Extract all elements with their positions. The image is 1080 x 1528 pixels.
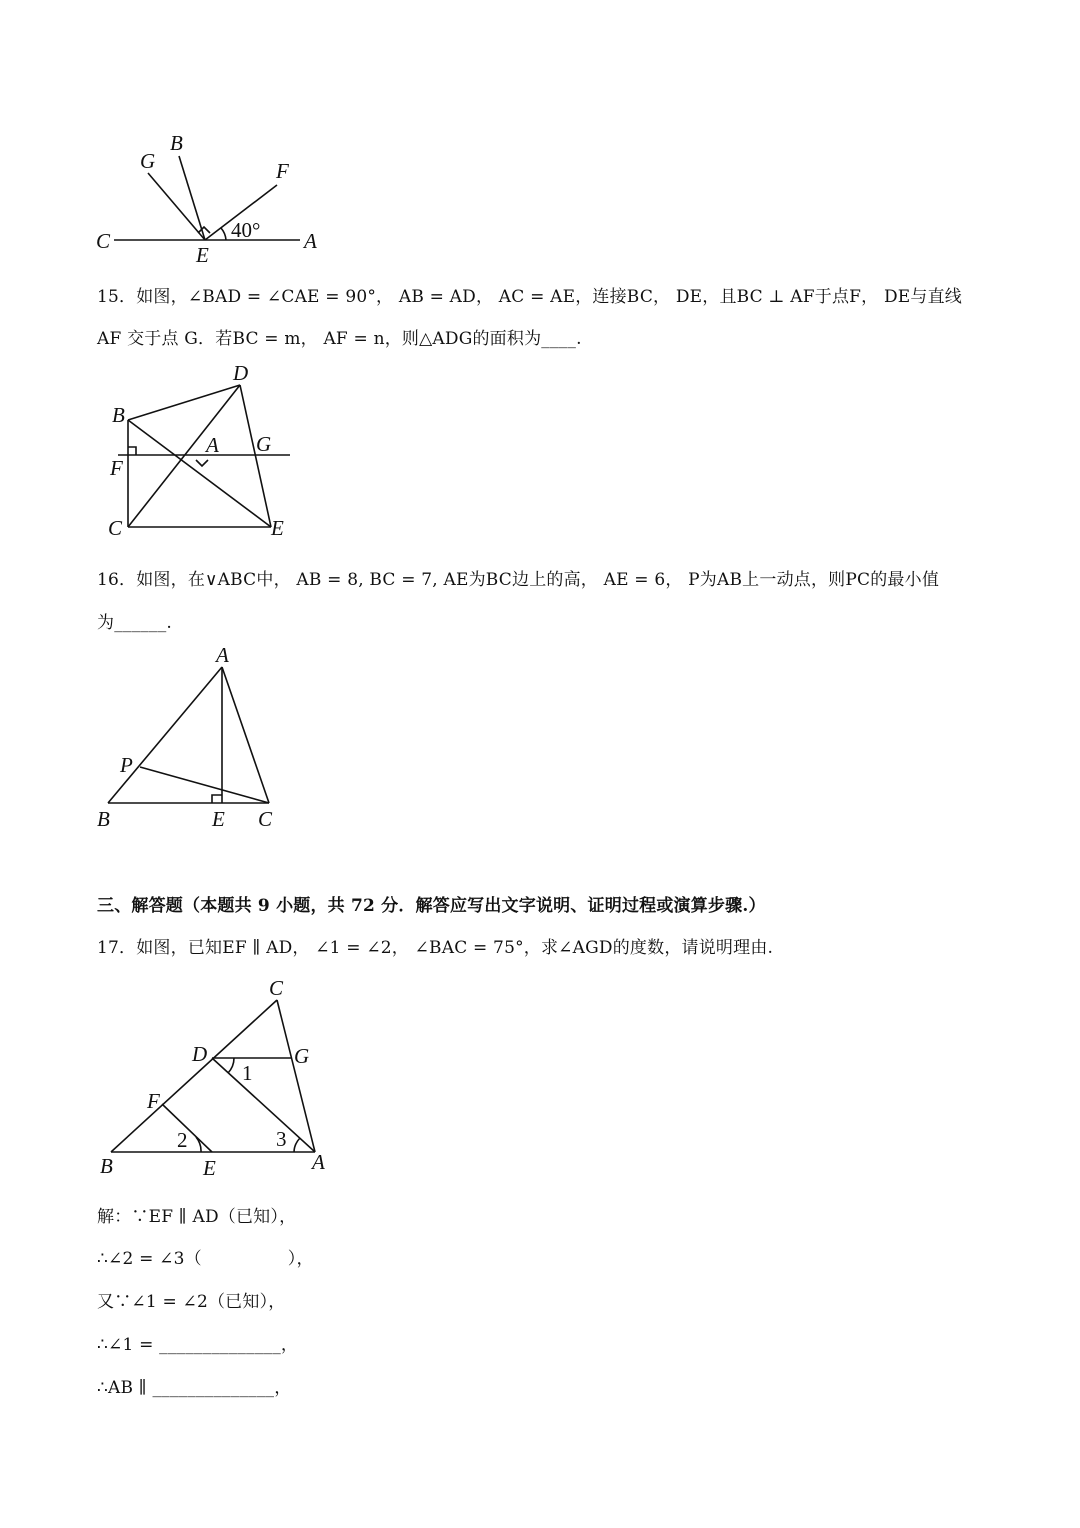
label-E: E xyxy=(203,1156,216,1180)
q17-solution-line4: ∴∠1 = ______________， xyxy=(97,1335,299,1355)
label-F: F xyxy=(276,159,289,183)
label-F: F xyxy=(110,456,123,480)
q15-text-line1: 15．如图，∠BAD = ∠CAE = 90°， AB = AD， AC = AE，连接BC， DE，且BC ⊥ AF于点F， DE与直线 xyxy=(97,287,962,307)
label-G: G xyxy=(294,1044,310,1068)
label-angle-2: 2 xyxy=(177,1128,188,1152)
label-E: E xyxy=(271,516,284,540)
label-E: E xyxy=(212,807,225,831)
label-P: P xyxy=(120,753,133,777)
angle-label-40: 40° xyxy=(231,218,261,242)
label-C: C xyxy=(96,229,111,253)
label-G: G xyxy=(256,432,272,456)
label-C: C xyxy=(108,516,123,540)
arc-angle-1 xyxy=(228,1058,234,1073)
arc-angle-3 xyxy=(294,1138,300,1152)
q17-solution-line3: 又∵∠1 = ∠2（已知）， xyxy=(97,1292,286,1312)
arc-angle-2 xyxy=(196,1137,201,1152)
label-C: C xyxy=(269,976,284,1000)
label-F: F xyxy=(147,1089,160,1113)
label-A: A xyxy=(216,643,229,667)
label-E: E xyxy=(196,243,209,267)
label-angle-1: 1 xyxy=(242,1061,253,1085)
label-D: D xyxy=(192,1042,208,1066)
label-G: G xyxy=(140,149,156,173)
section-heading-3: 三、解答题（本题共 9 小题，共 72 分．解答应写出文字说明、证明过程或演算步骤.） xyxy=(97,896,766,916)
label-B: B xyxy=(112,403,125,427)
q15-text-line2: AF 交于点 G．若BC = m， AF = n，则△ADG的面积为____. xyxy=(97,329,582,349)
q17-solution-line1: 解：∵EF ∥ AD（已知）， xyxy=(97,1207,297,1227)
label-A: A xyxy=(304,229,317,253)
q16-text-line2: 为______. xyxy=(97,613,173,633)
q16-text-line1: 16．如图，在∨ABC中， AB = 8, BC = 7, AE为BC边上的高， AE = 6， P为AB上一动点，则PC的最小值 xyxy=(97,570,940,590)
label-angle-3: 3 xyxy=(276,1127,287,1151)
label-C: C xyxy=(258,807,273,831)
q17-solution-line5: ∴AB ∥ ______________， xyxy=(97,1378,292,1398)
label-B: B xyxy=(100,1154,113,1178)
label-A: A xyxy=(206,433,219,457)
label-B: B xyxy=(170,131,183,155)
label-B: B xyxy=(97,807,110,831)
label-A: A xyxy=(312,1150,325,1174)
q17-solution-line2: ∴∠2 = ∠3（ ）， xyxy=(97,1249,314,1269)
label-D: D xyxy=(233,361,249,385)
q17-text-line1: 17．如图，已知EF ∥ AD， ∠1 = ∠2， ∠BAC = 75°，求∠AGD的度数，请说明理由. xyxy=(97,938,774,958)
